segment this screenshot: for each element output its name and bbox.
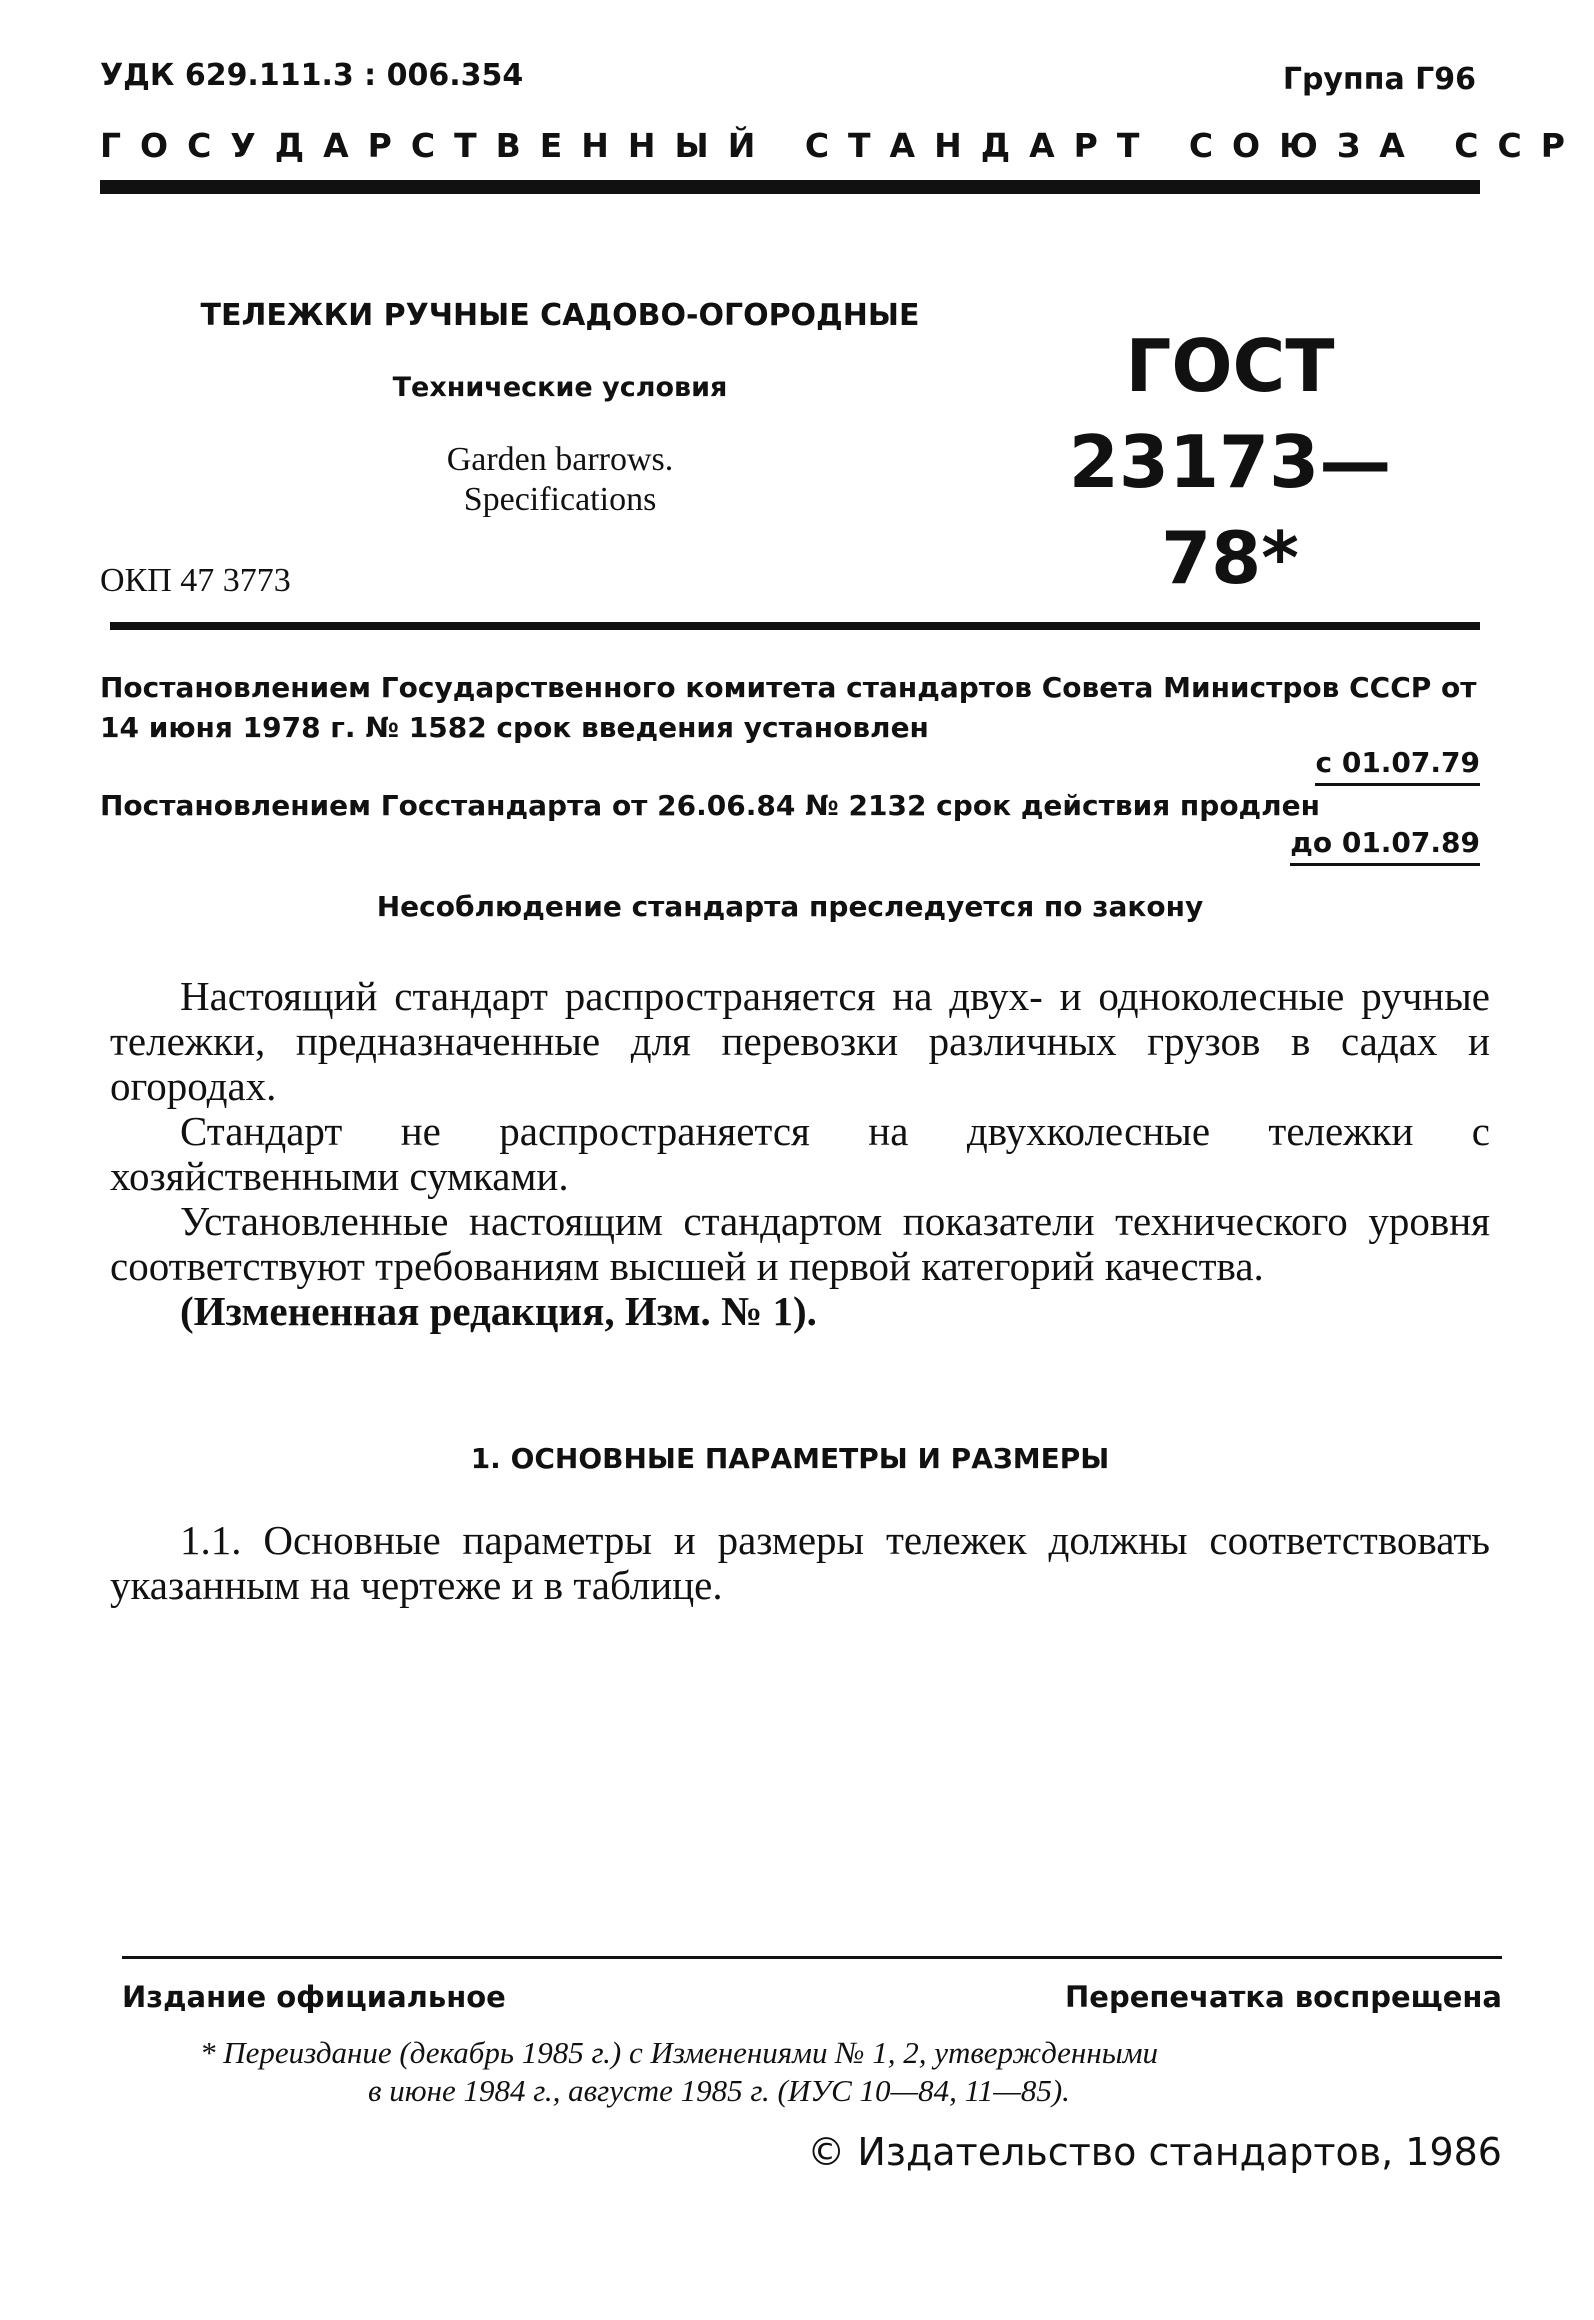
english-title — [160, 440, 960, 520]
legal-warning: Несоблюдение стандарта преследуется по закону — [376, 890, 1204, 923]
gost-number: 23173—78* — [1068, 420, 1392, 600]
document-title: ТЕЛЕЖКИ РУЧНЫЕ САДОВО-ОГОРОДНЫЕ — [200, 298, 920, 333]
okp-code: ОКП 47 3773 — [100, 562, 291, 599]
footnote-line1: * Переиздание (декабрь 1985 г.) с Изменениями № 1, 2, утвержденными — [200, 2035, 1158, 2070]
middle-rule — [110, 622, 1480, 630]
extended-date-text: до 01.07.89 — [1290, 826, 1480, 866]
group-code: Группа Г96 — [1282, 62, 1476, 97]
udk-code: УДК 629.111.3 : 006.354 — [100, 58, 524, 93]
paragraph-scope: Настоящий стандарт распространяется на двух- и одноколесные ручные тележки, предназначенные для перевозки различных грузов в садах и огородах. — [110, 973, 1490, 1109]
paragraph-exclusion: Стандарт не распространяется на двухколесные тележки с хозяйственными сумками. — [110, 1108, 1490, 1199]
decree-1: Постановлением Государственного комитета стандартов Совета Министров СССР от 14 июня 1978 г. № 1582 срок введения установлен — [100, 671, 1477, 744]
document-subtitle: Технические условия — [392, 372, 728, 403]
gost-designation — [1000, 318, 1460, 606]
no-reprint-label: Перепечатка воспрещена — [1065, 1980, 1502, 2014]
effective-date-text: с 01.07.79 — [1315, 746, 1480, 786]
intro-text — [110, 974, 1490, 1334]
effective-date — [1315, 746, 1480, 786]
decree-2: Постановлением Госстандарта от 26.06.84 № 2132 срок действия продлен — [100, 789, 1321, 822]
state-standard-heading: ГОСУДАРСТВЕННЫЙ СТАНДАРТ СОЮЗА ССР — [100, 126, 1584, 165]
revision-note: (Измененная редакция, Изм. № 1). — [180, 1288, 817, 1334]
top-rule — [100, 180, 1480, 194]
gost-label: ГОСТ — [1125, 324, 1335, 408]
official-edition-label: Издание официальное — [122, 1980, 506, 2014]
english-title-line2: Specifications — [463, 481, 657, 518]
section-text — [110, 1518, 1490, 1608]
english-title-line1: Garden barrows. — [446, 441, 674, 478]
section-heading: 1. ОСНОВНЫЕ ПАРАМЕТРЫ И РАЗМЕРЫ — [470, 1442, 1110, 1475]
paragraph-1-1: 1.1. Основные параметры и размеры тележек должны соответствовать указанным на чертеже и в таблице. — [110, 1517, 1490, 1608]
reissue-footnote — [200, 2034, 1440, 2110]
publisher-copyright: © Издательство стандартов, 1986 — [807, 2130, 1502, 2174]
footer-rule — [122, 1956, 1502, 1959]
extended-date — [1290, 826, 1480, 866]
paragraph-quality: Установленные настоящим стандартом показатели технического уровня соответствуют требованиям высшей и первой категорий качества. — [110, 1198, 1490, 1289]
footnote-line2: в июне 1984 г., августе 1985 г. (ИУС 10—84, 11—85). — [368, 2073, 1070, 2108]
